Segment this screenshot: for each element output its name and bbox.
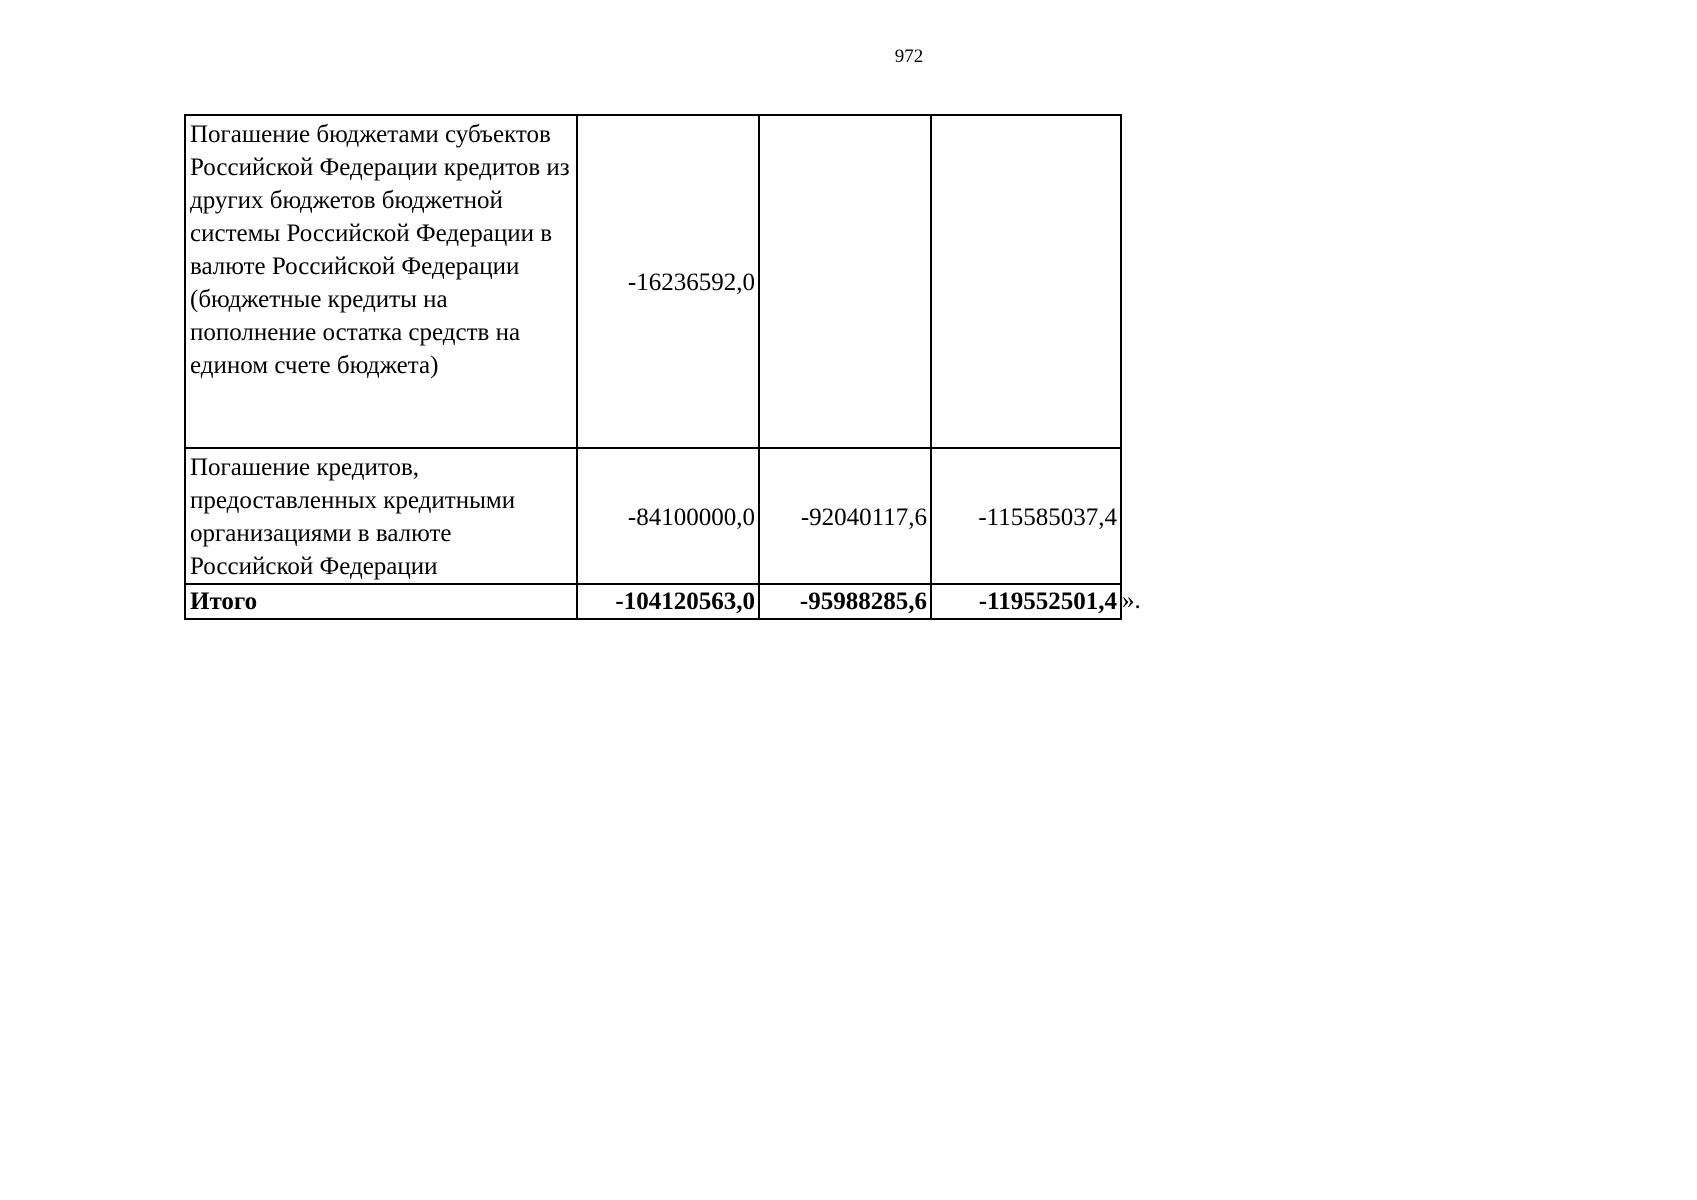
value-cell: -84100000,0 xyxy=(577,448,759,584)
page-number: 972 xyxy=(894,46,924,67)
value-cell xyxy=(931,115,1121,448)
value-cell: -115585037,4 xyxy=(931,448,1121,584)
budget-table xyxy=(184,114,1122,620)
total-row xyxy=(185,584,1121,619)
value-cell: -16236592,0 xyxy=(577,115,759,448)
total-label: Итого xyxy=(185,584,577,619)
row-label: Погашение бюджетами субъектов Российской Федерации кредитов из других бюджетов бюджетной системы Российской Федерации в валюте Российской Федерации (бюджетные кредиты на пополнение остатка средств на едином счете бюджета) xyxy=(185,115,577,448)
value-cell: -92040117,6 xyxy=(759,448,931,584)
table-row xyxy=(185,448,1121,584)
closing-quote-mark: ». xyxy=(1122,587,1141,614)
row-label: Погашение кредитов, предоставленных кредитными организациями в валюте Российской Федерации xyxy=(185,448,577,584)
value-cell xyxy=(759,115,931,448)
total-value-cell: -95988285,6 xyxy=(759,584,931,619)
total-value-cell: -104120563,0 xyxy=(577,584,759,619)
table-row xyxy=(185,115,1121,448)
total-value-cell: -119552501,4 xyxy=(931,584,1121,619)
